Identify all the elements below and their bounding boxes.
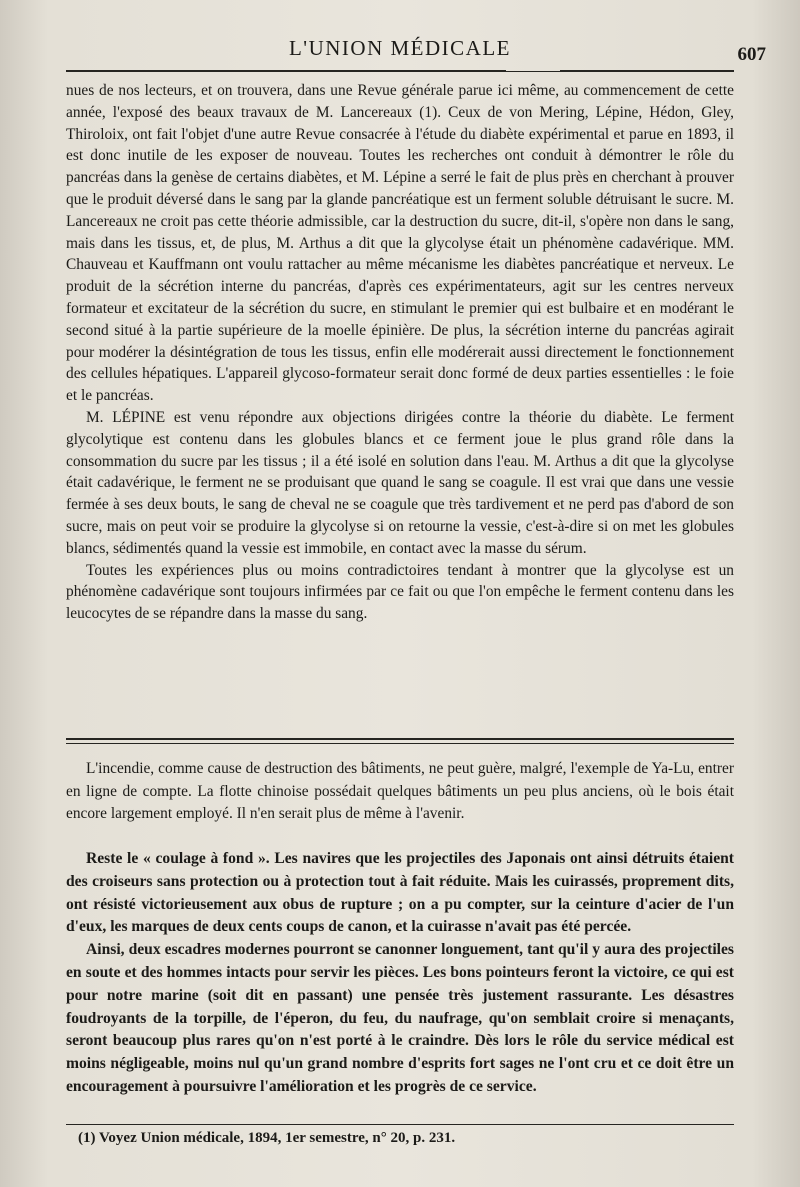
footnote-rule (66, 1124, 734, 1125)
article-paragraph: nues de nos lecteurs, et on trouvera, dans une Revue générale parue ici même, au commencement de cette année, l'exposé des beaux travaux de M. Lancereaux (1). Ceux de von Mering, Lépine, Hédon, Gley, Thiroloix, ont fait l'objet d'une autre Revue consacrée à l'étude du diabète expérimental et parue en 1893, il est donc inutile de les exposer de nouveau. Toutes les recherches ont conduit à démontrer le rôle du pancréas dans la genèse de certains diabètes, et M. Lépine a serré le fait de plus près en cherchant à prouver que le produit déversé dans le sang par la glande pancréatique est un ferment soluble détruisant le sucre. M. Lancereaux ne croit pas cette théorie admissible, car la destruction du sucre, dit-il, s'opère non dans le sang, mais dans les tissus, et, de plus, M. Arthus a dit que la glycolyse était un phénomène cadavérique. MM. Chauveau et Kauffmann ont voulu rattacher au même mécanisme les diabètes pancréatique et nerveux. Le produit de la sécrétion interne du pancréas, d'après ces expérimentateurs, agit sur les centres nerveux formateur et excitateur de la sécrétion du sucre, en stimulant le premier qui est bulbaire et en modérant le second situé à la partie supérieure de la moelle épinière. De plus, la sécrétion interne du pancréas agirait pour modérer la désintégration de tous les tissus, enfin elle modérerait aussi directement le fonctionnement des cellules hépatiques. L'appareil glycoso-formateur serait donc formé de deux parties essentielles : le foie et le pancréas. (66, 82, 734, 405)
article-block (66, 80, 734, 625)
feuilleton-paragraph: L'incendie, comme cause de destruction des bâtiments, ne peut guère, malgré, l'exemple de Ya-Lu, entrer en ligne de compte. La flotte chinoise possédait quelques bâtiments un peu plus anciens, où le bois était encore largement employé. Il n'en serait plus de même à l'avenir. (66, 760, 734, 823)
feuilleton-separator-top (66, 738, 734, 740)
feuilleton-block-2 (66, 848, 734, 1099)
header-rule-mid (506, 71, 560, 72)
feuilleton-paragraph: Reste le « coulage à fond ». Les navires que les projectiles des Japonais ont ainsi détruits étaient des croiseurs sans protection ou à protection tout à fait réduite. Mais les cuirassés, proprement dits, ont résisté victorieusement aux obus de rupture ; on a pu compter, sur la ceinture d'acier de l'un d'eux, les marques de deux cents coups de canon, et la cuirasse n'avait pas été percée. (66, 850, 734, 936)
article-paragraph: M. LÉPINE est venu répondre aux objections dirigées contre la théorie du diabète. Le ferment glycolytique est contenu dans les globules blancs et ce ferment joue le plus grand rôle dans la consommation du sucre par les tissus ; il a été isolé en solution dans l'eau. M. Arthus a dit que la glycolyse était cadavérique, le ferment ne se produisant que quand le sang se coagule. Il est vrai que dans une vessie fermée à ses deux bouts, le sang de cheval ne se coagule que très tardivement et ne perd pas d'abord de son sucre, mais on peut voir se produire la glycolyse si on retourne la vessie, c'est-à-dire si on met les globules blancs, sédimentés quand la vessie est immobile, en contact avec la masse du sérum. (66, 408, 734, 557)
feuilleton-paragraph: Ainsi, deux escadres modernes pourront se canonner longuement, tant qu'il y aura des projectiles en soute et des hommes intacts pour servir les pièces. Les bons pointeurs feront la victoire, ce qui est pour notre marine (soit dit en passant) une pensée très justement rassurante. Les désastres foudroyants de la torpille, de l'éperon, du feu, du naufrage, qu'on semblait croire si menaçants, seront beaucoup plus rares qu'on n'est porté à le craindre. Dès lors le rôle du service médical est moins négligeable, moins nul qu'un grand nombre d'esprits fort sages ne l'ont cru et ce doit être un encouragement à poursuivre l'amélioration et les progrès de ce service. (66, 941, 734, 1095)
article-paragraph: Toutes les expériences plus ou moins contradictoires tendant à montrer que la glycolyse est un phénomène cadavérique sont toujours infirmées par ce fait ou que l'on empêche le ferment contenu dans les leucocytes de se répandre dans la masse du sang. (66, 561, 734, 623)
feuilleton-block-1 (66, 758, 734, 826)
header-rule-left (66, 70, 506, 72)
running-title: L'UNION MÉDICALE (288, 36, 511, 60)
page-number: 607 (737, 44, 766, 65)
header-rule-right (560, 70, 734, 72)
footnote: (1) Voyez Union médicale, 1894, 1er semestre, n° 20, p. 231. (78, 1130, 456, 1146)
feuilleton-separator-bottom (66, 743, 734, 744)
page-header (0, 36, 800, 66)
